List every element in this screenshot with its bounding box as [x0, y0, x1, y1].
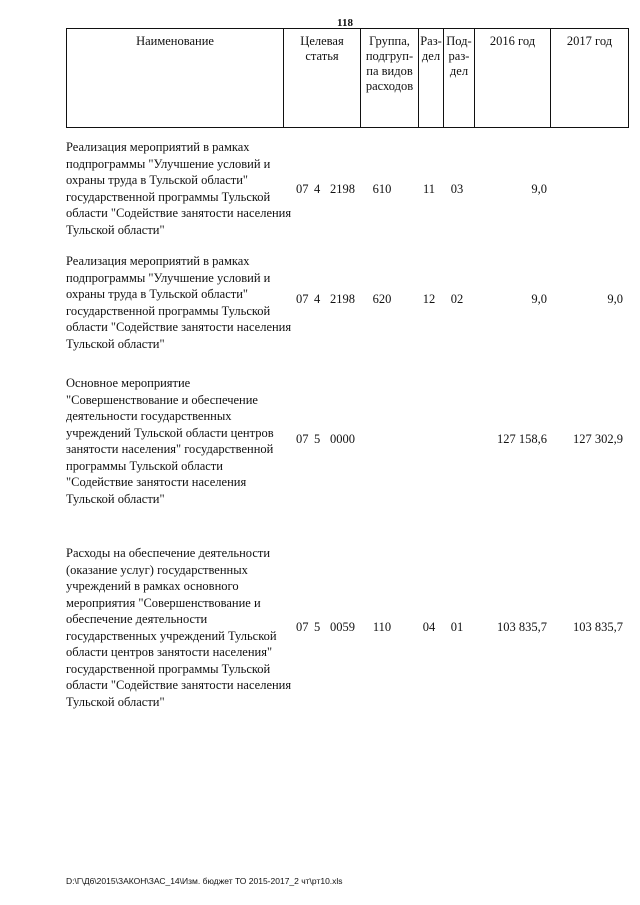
- header-celevaya-statya: [284, 29, 361, 127]
- row-name: Реализация мероприятий в рамках подпрограммы "Улучшение условий и охраны труда в Тульской области" государственной программы Тульской области "Содействие занятости населения Тульской области": [66, 254, 292, 351]
- header-name-text: Наименование: [136, 34, 214, 48]
- page-number: 118: [337, 17, 353, 29]
- header-year-2016: [475, 29, 551, 127]
- row-cs-program: 07: [296, 182, 309, 196]
- row-2017: 127 302,9: [573, 432, 623, 446]
- header-gruppa-line: подгруп-: [365, 49, 414, 63]
- row-cs-program: 07: [296, 432, 309, 446]
- row-razdel: 04: [422, 620, 436, 634]
- header-gruppa-line: Группа,: [369, 34, 410, 48]
- row-podrazdel: 02: [450, 292, 464, 306]
- row-podrazdel: 01: [450, 620, 464, 634]
- row-gruppa: 620: [372, 292, 392, 306]
- row-name: Реализация мероприятий в рамках подпрограммы "Улучшение условий и охраны труда в Тульской области" государственной программы Тульской области "Содействие занятости населения Тульской области": [66, 140, 292, 237]
- header-name: [67, 29, 284, 127]
- header-year-2016-text: 2016 год: [489, 34, 536, 48]
- row-2016: 9,0: [531, 292, 547, 306]
- header-razdel-line: Раз-: [420, 34, 442, 48]
- footer-file-path: D:\Г\Д6\2015\ЗАКОН\ЗАС_14\Изм. бюджет ТО 2015-2017_2 чт\рт10.xls: [66, 876, 343, 886]
- row-gruppa: 610: [372, 182, 392, 196]
- header-podrazdel-line: Под-: [446, 34, 472, 48]
- row-2016: 103 835,7: [497, 620, 547, 634]
- header-gruppa-line: расходов: [365, 79, 414, 93]
- header-razdel: [419, 29, 444, 127]
- row-2017: 103 835,7: [573, 620, 623, 634]
- header-podrazdel-line: дел: [449, 64, 469, 78]
- row-cs-subprogram: 4: [314, 292, 321, 306]
- header-podrazdel-line: раз-: [448, 49, 470, 63]
- row-2017: 9,0: [607, 292, 623, 306]
- header-celevaya-line: Целевая: [300, 34, 344, 48]
- header-gruppa-line: па видов: [366, 64, 413, 78]
- row-2016: 127 158,6: [497, 432, 547, 446]
- row-cs-direction: 2198: [330, 182, 355, 196]
- row-razdel: 11: [422, 182, 436, 196]
- header-podrazdel: [444, 29, 475, 127]
- row-name: Расходы на обеспечение деятельности (оказание услуг) государственных учреждений в рамках основного мероприятия "Совершенствование и обеспечение деятельности государственных учреждений Тульской области центров занятости населения" государственной программы Тульской области "Содействие занятости населения Тульской области": [66, 546, 292, 709]
- row-name: Основное мероприятие "Совершенствование и обеспечение деятельности государственных учреждений Тульской области центров занятости населения" государственной программы Тульской области "Содействие занятости населения Тульской области": [66, 376, 274, 506]
- header-celevaya-line: статья: [305, 49, 339, 63]
- header-year-2017-text: 2017 год: [566, 34, 613, 48]
- row-cs-program: 07: [296, 620, 309, 634]
- row-cs-subprogram: 5: [314, 620, 321, 634]
- row-cs-direction: 2198: [330, 292, 355, 306]
- row-cs-subprogram: 4: [314, 182, 321, 196]
- row-cs-direction: 0059: [330, 620, 355, 634]
- row-cs-subprogram: 5: [314, 432, 321, 446]
- header-gruppa: [361, 29, 419, 127]
- header-year-2017: [551, 29, 628, 127]
- row-razdel: 12: [422, 292, 436, 306]
- row-cs-direction: 0000: [330, 432, 355, 446]
- header-razdel-line: дел: [421, 49, 441, 63]
- row-cs-program: 07: [296, 292, 309, 306]
- row-2016: 9,0: [531, 182, 547, 196]
- table-header: [66, 28, 629, 128]
- row-podrazdel: 03: [450, 182, 464, 196]
- row-gruppa: 110: [372, 620, 392, 634]
